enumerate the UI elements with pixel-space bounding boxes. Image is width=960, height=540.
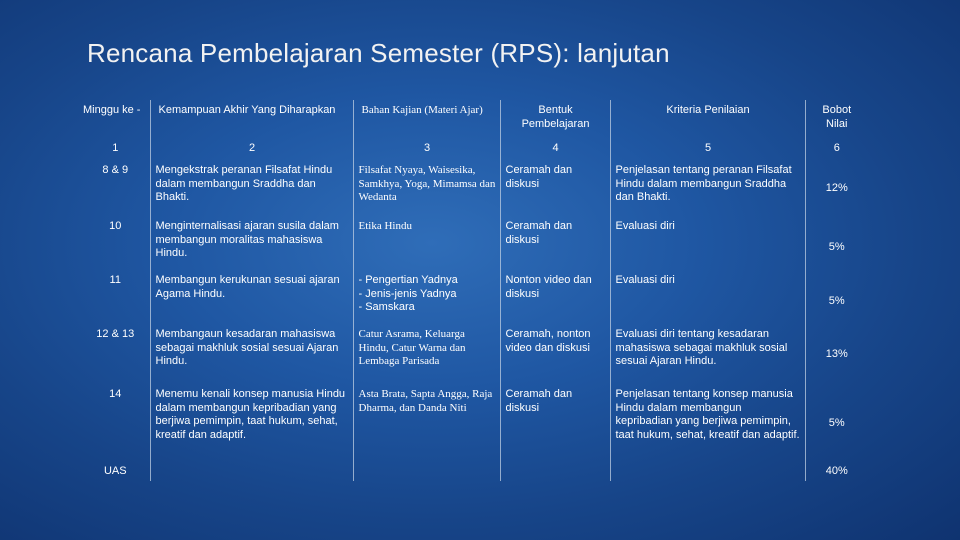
cell-bobot: 5% (805, 216, 867, 270)
cell-bentuk: Ceramah dan diskusi (500, 384, 610, 461)
bahan-list-item: - Pengertian Yadnya (358, 274, 458, 286)
header-minggu: Minggu ke - (83, 104, 141, 116)
cell-kemampuan: Menginternalisasi ajaran susila dalam membangun moralitas mahasiswa Hindu. (150, 216, 353, 270)
cell-empty (150, 461, 353, 481)
cell-bobot: 5% (805, 270, 867, 324)
table-row (80, 384, 867, 461)
cell-kemampuan: Mengekstrak peranan Filsafat Hindu dalam membangun Sraddha dan Bhakti. (150, 160, 353, 216)
cell-kriteria: Penjelasan tentang peranan Filsafat Hindu dalam membangun Sraddha dan Bhakti. (610, 160, 805, 216)
table-row (80, 461, 867, 481)
table-row (80, 216, 867, 270)
cell-bentuk: Ceramah dan diskusi (500, 216, 610, 270)
cell-bobot: 13% (805, 324, 867, 384)
page-title: Rencana Pembelajaran Semester (RPS): lanjutan (87, 38, 670, 68)
bahan-list-item: - Samskara (358, 301, 415, 313)
table-row (80, 160, 867, 216)
cell-kemampuan: Menemu kenali konsep manusia Hindu dalam membangun kepribadian yang berjiwa pemimpin, taat hukum, sehat, kreatif dan adaptif. (150, 384, 353, 461)
cell-bobot: 12% (805, 160, 867, 216)
col-number: 3 (353, 140, 500, 160)
col-number: 5 (610, 140, 805, 160)
cell-bobot: 40% (805, 461, 867, 481)
col-number: 6 (805, 140, 867, 160)
cell-bentuk: Ceramah, nonton video dan diskusi (500, 324, 610, 384)
cell-kriteria: Evaluasi diri tentang kesadaran mahasiswa sebagai makhluk sosial sesuai Ajaran Hindu. (610, 324, 805, 384)
cell-bahan: Etika Hindu (353, 216, 500, 270)
table-header-row (80, 100, 867, 140)
cell-empty (500, 461, 610, 481)
header-kriteria: Kriteria Penilaian (610, 100, 805, 140)
header-bahan: Bahan Kajian (Materi Ajar) (353, 100, 500, 140)
cell-bentuk: Ceramah dan diskusi (500, 160, 610, 216)
cell-bahan: Catur Asrama, Keluarga Hindu, Catur Warna dan Lembaga Parisada (353, 324, 500, 384)
cell-kemampuan: Membangun kerukunan sesuai ajaran Agama Hindu. (150, 270, 353, 324)
cell-bobot: 5% (805, 384, 867, 461)
cell-kriteria: Evaluasi diri (610, 216, 805, 270)
cell-minggu: 10 (109, 220, 122, 232)
cell-bahan-list (353, 270, 500, 324)
cell-bahan: Asta Brata, Sapta Angga, Raja Dharma, dan Danda Niti (353, 384, 500, 461)
cell-kriteria: Evaluasi diri (610, 270, 805, 324)
col-number: 4 (500, 140, 610, 160)
cell-empty (610, 461, 805, 481)
cell-minggu: 8 & 9 (102, 164, 129, 176)
bahan-list-item: - Jenis-jenis Yadnya (358, 287, 457, 300)
cell-bahan: Filsafat Nyaya, Waisesika, Samkhya, Yoga, Mimamsa dan Wedanta (353, 160, 500, 216)
table-row (80, 270, 867, 324)
cell-minggu: 11 (109, 274, 121, 286)
cell-minggu: UAS (103, 465, 127, 477)
cell-empty (353, 461, 500, 481)
cell-bentuk: Nonton video dan diskusi (500, 270, 610, 324)
column-number-row (80, 140, 867, 160)
rps-table (80, 100, 867, 481)
cell-kriteria: Penjelasan tentang konsep manusia Hindu dalam membangun kepribadian yang berjiwa pemimpin, taat hukum, sehat, kreatif dan adaptif. (610, 384, 805, 461)
cell-kemampuan: Membangaun kesadaran mahasiswa sebagai makhluk sosial sesuai Ajaran Hindu. (150, 324, 353, 384)
col-number: 1 (112, 142, 119, 154)
cell-minggu: 12 & 13 (96, 328, 135, 340)
cell-minggu: 14 (109, 388, 122, 400)
header-bobot: Bobot Nilai (805, 100, 867, 140)
table-row (80, 324, 867, 384)
header-bentuk: Bentuk Pembelajaran (500, 100, 610, 140)
header-kemampuan: Kemampuan Akhir Yang Diharapkan (150, 100, 353, 140)
col-number: 2 (150, 140, 353, 160)
